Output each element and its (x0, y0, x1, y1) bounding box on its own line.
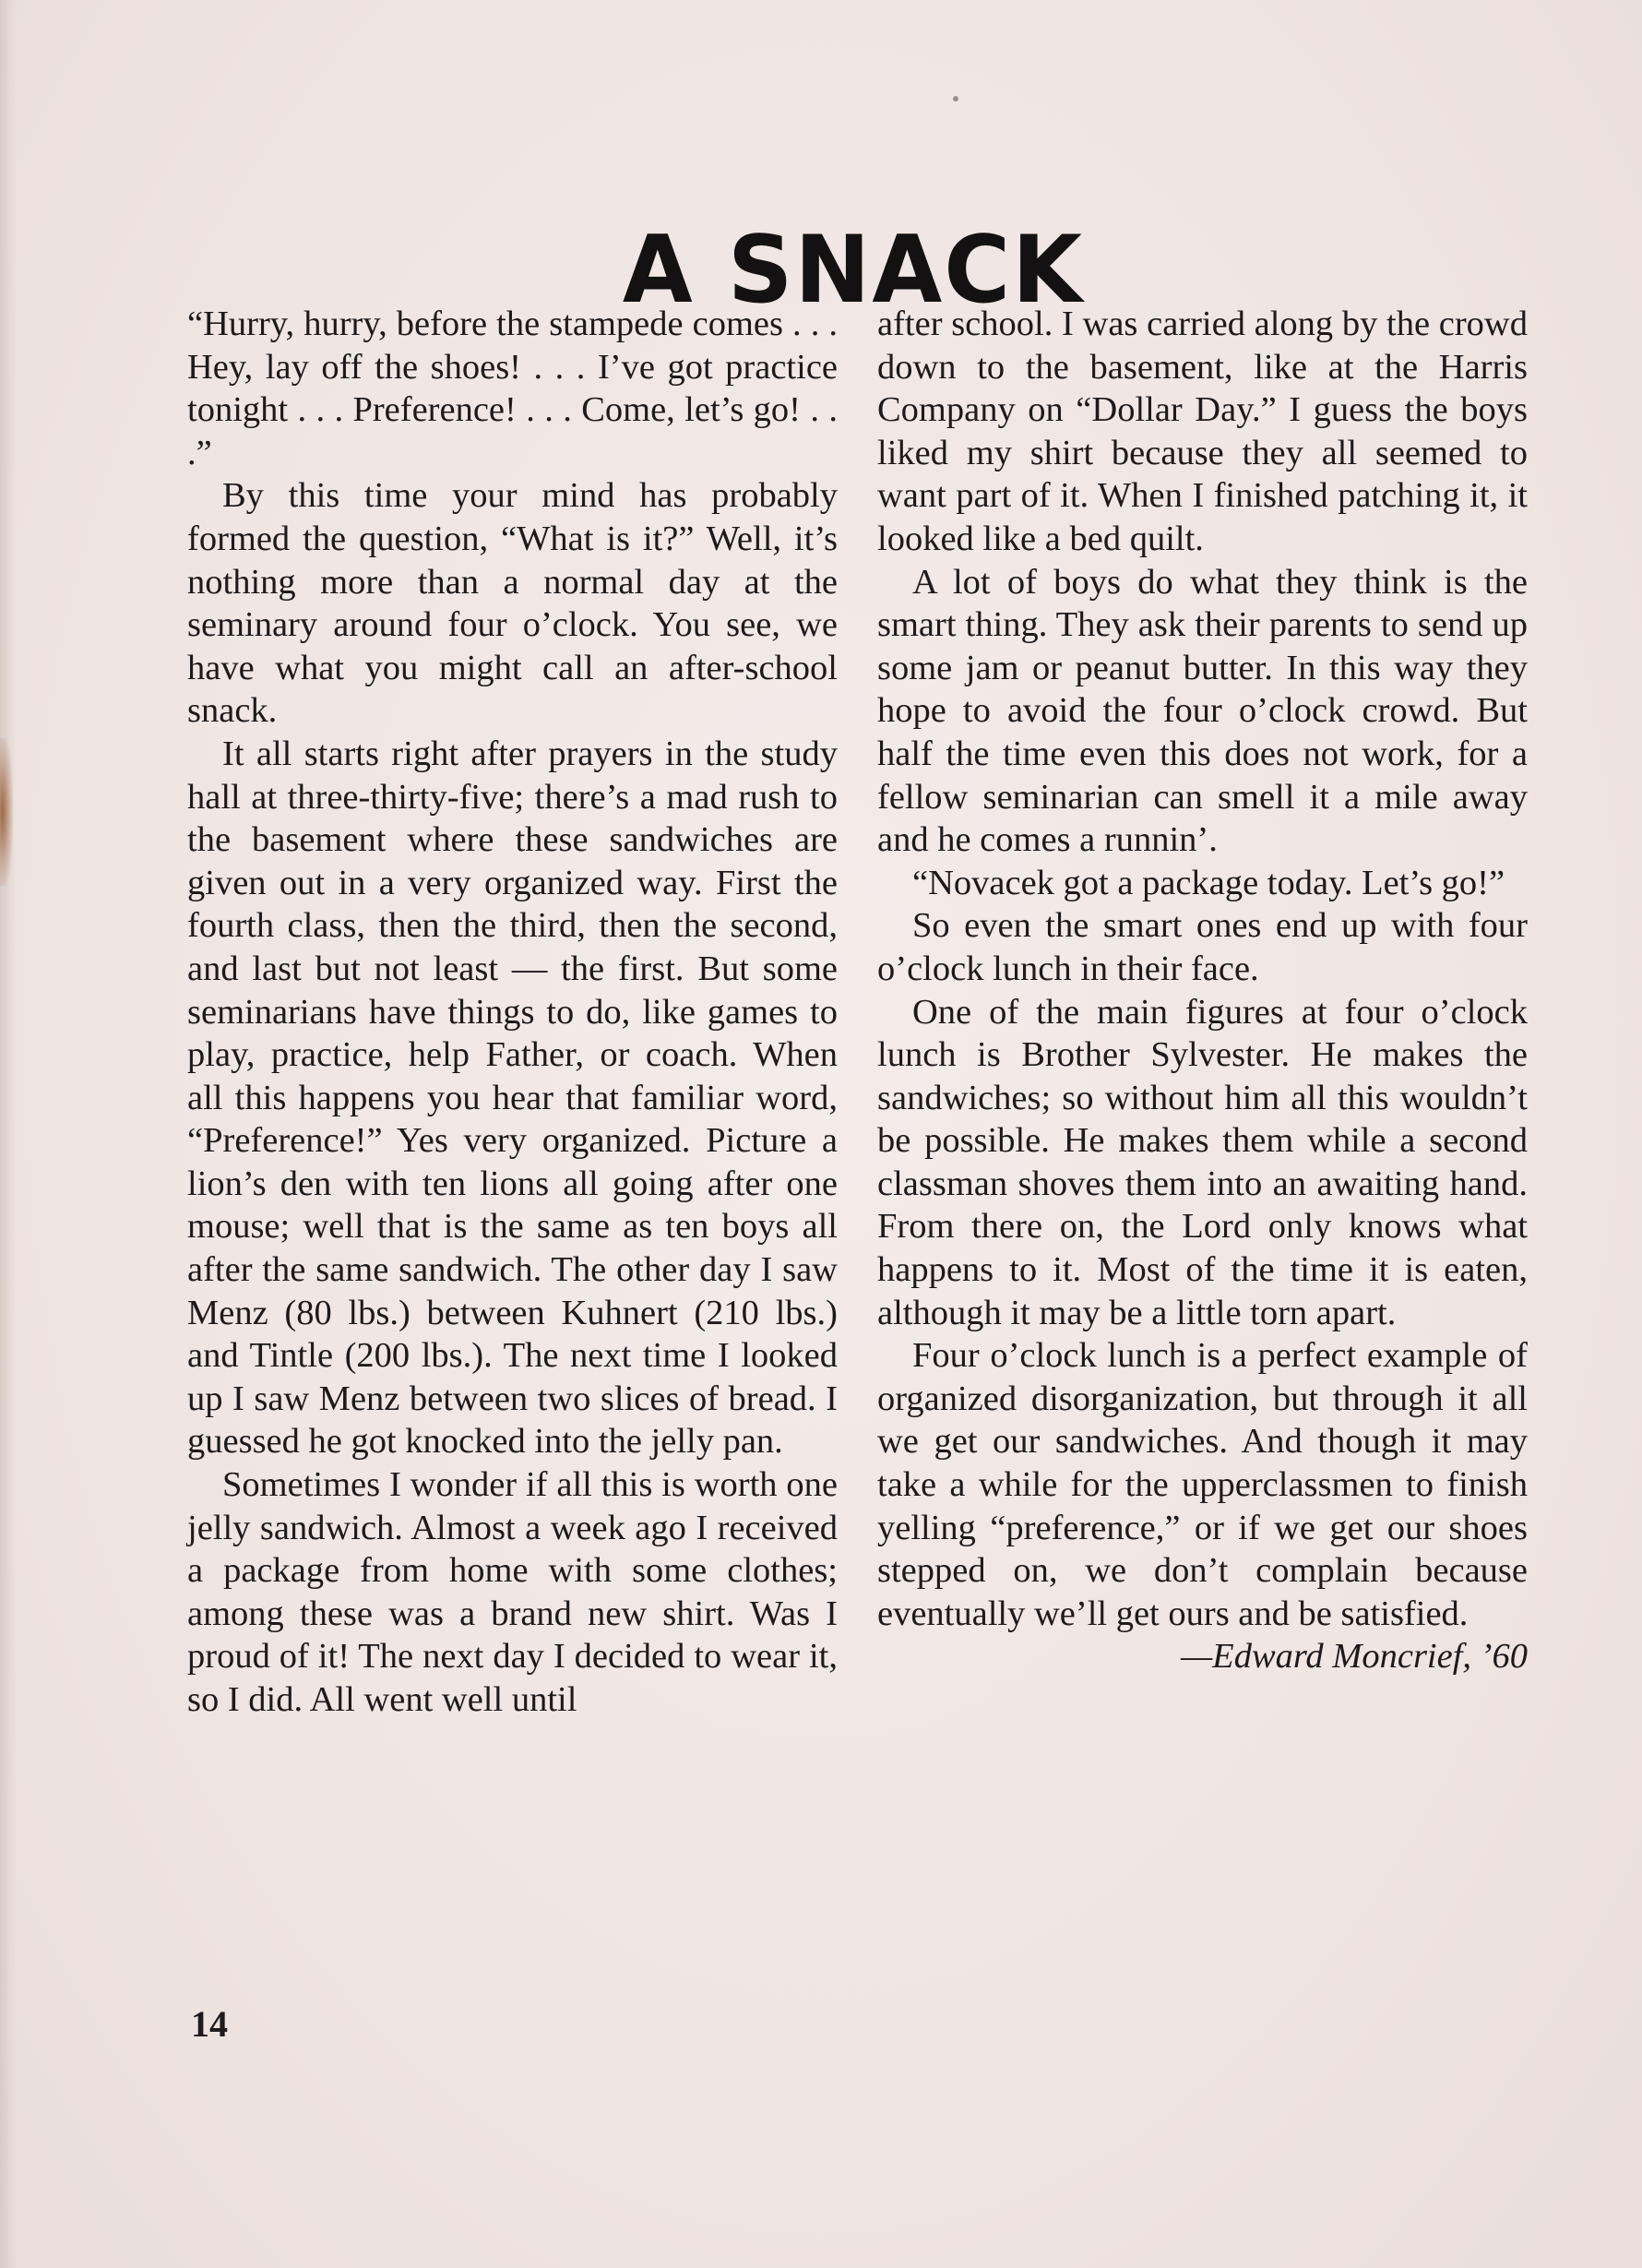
article-column-left (187, 303, 838, 1722)
paper-stain (0, 738, 13, 886)
article-paragraph: “Novacek got a package today. Let’s go!” (912, 863, 1505, 902)
article-paragraph: “Hurry, hurry, before the stampede comes . . . Hey, lay off the shoes! . . . I’ve got practice tonight . . . Preference! . . . Come, let’s go! . . .” (187, 304, 838, 472)
author-signature: —Edward Moncrief, ’60 (1180, 1637, 1528, 1677)
article-paragraph: It all starts right after prayers in the study hall at three-thirty-five; there’s a mad rush to the basement where these sandwiches are given out in a very organized way. First the fourth class, then the third, then the second, and last but not least — the first. But some seminarians have things to do, like games to play, practice, help Father, or coach. When all this happens you hear that familiar word, “Preference!” Yes very organized. Picture a lion’s den with ten lions all going after one mouse; well that is the same as ten boys all after the same sandwich. The other day I saw Menz (80 lbs.) between Kuhnert (210 lbs.) and Tintle (200 lbs.). The next time I looked up I saw Menz between two slices of bread. I guessed he got knocked into the jelly pan. (187, 734, 838, 1462)
article-paragraph: A lot of boys do what they think is the smart thing. They ask their parents to send up some jam or peanut butter. In this way they hope to avoid the four o’clock crowd. But half the time even this does not work, for a fellow seminarian can smell it a mile away and he comes a runnin’. (877, 562, 1528, 860)
article-paragraph: Four o’clock lunch is a perfect example of organized disorganization, but through it all we get our sandwiches. And though it may take a while for the upperclassmen to finish yelling “preference,” or if we get our shoes stepped on, we don’t complain because eventually we’ll get ours and be satisfied. (877, 1336, 1528, 1633)
article-paragraph: By this time your mind has probably formed the question, “What is it?” Well, it’s nothing more than a normal day at the seminary around four o’clock. You see, we have what you might call an after-school snack. (187, 476, 838, 731)
article-paragraph-continued: after school. I was carried along by the crowd down to the basement, like at the Harris Company on “Dollar Day.” I guess the boys liked my shirt because they all seemed to want part of it. When I finished patching it, it looked like a bed quilt. (877, 304, 1528, 558)
article-paragraph: One of the main figures at four o’clock lunch is Brother Sylvester. He makes the sandwiches; so without him all this wouldn’t be possible. He makes them while a second classman shoves them into an awaiting hand. From there on, the Lord only knows what happens to it. Most of the time it is eaten, although it may be a little torn apart. (877, 992, 1528, 1332)
paper-speck (953, 96, 958, 101)
page-edge-shadow (0, 0, 17, 2268)
article-column-right (877, 303, 1528, 1678)
article-paragraph: Sometimes I wonder if all this is worth one jelly sandwich. Almost a week ago I received a package from home with some clothes; among these was a brand new shirt. Was I proud of it! The next day I decided to wear it, so I did. All went well until (187, 1465, 838, 1719)
article-title: A SNACK (622, 215, 1085, 325)
page-number: 14 (191, 2003, 228, 2045)
article-paragraph: So even the smart ones end up with four o’clock lunch in their face. (877, 906, 1528, 988)
